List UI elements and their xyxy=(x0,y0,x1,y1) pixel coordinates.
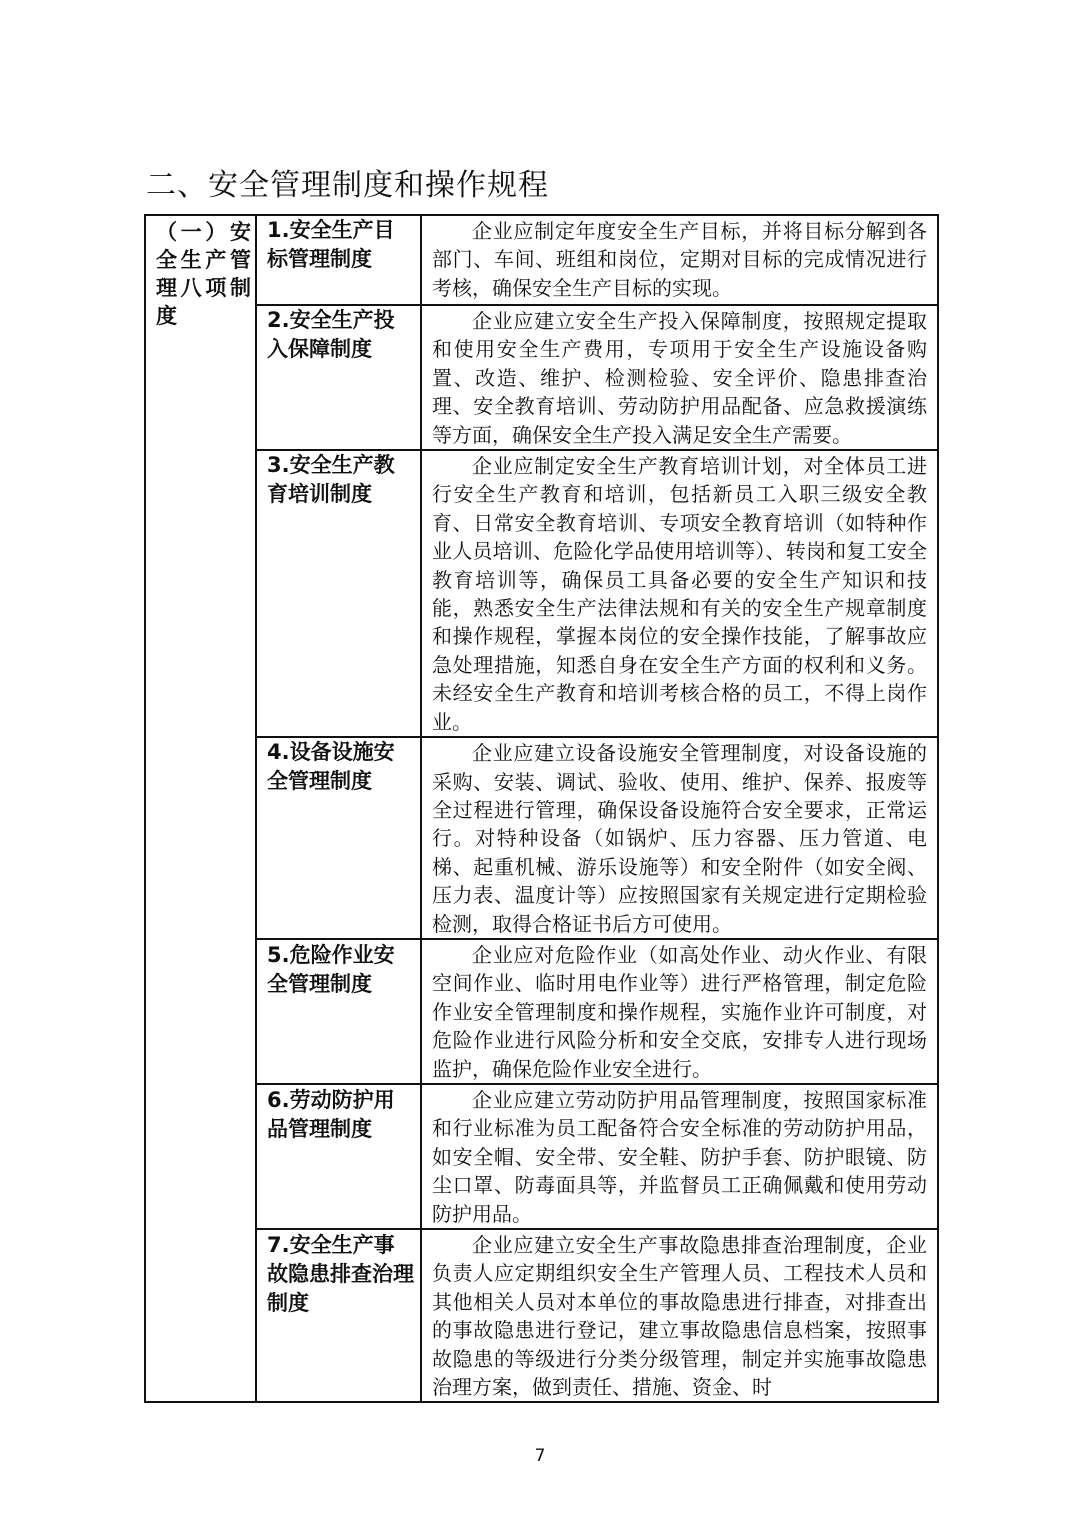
rule-text: 企业应对危险作业（如高处作业、动火作业、有限空间作业、临时用电作业等）进行严格管理，制定危险作业安全管理制度和操作规程，实施作业许可制度，对危险作业进行风险分析和安全交底，安排专人进行现场监护，确保危险作业安全进行。 xyxy=(432,942,927,1081)
rule-title: 4.设备设施安全管理制度 xyxy=(267,740,395,794)
rule-text: 企业应制定年度安全生产目标，并将目标分解到各部门、车间、班组和岗位，定期对目标的完成情况进行考核，确保安全生产目标的实现。 xyxy=(432,219,927,300)
rule-text-cell xyxy=(421,939,938,1084)
table-row xyxy=(145,305,938,450)
rule-text: 企业应建立劳动防护用品管理制度，按照国家标准和行业标准为员工配备符合安全标准的劳动防护用品，如安全帽、安全带、安全鞋、防护手套、防护眼镜、防尘口罩、防毒面具等，并监督员工正确佩戴和使用劳动防护用品。 xyxy=(432,1087,927,1226)
rule-text-cell xyxy=(421,1084,938,1229)
rule-title: 2.安全生产投入保障制度 xyxy=(267,308,395,361)
section-title: 二、安全管理制度和操作规程 xyxy=(146,168,549,203)
table-row xyxy=(145,450,938,737)
table-row xyxy=(145,215,938,305)
table-row xyxy=(145,939,938,1084)
rule-title-cell xyxy=(256,1084,421,1229)
rule-title-cell xyxy=(256,215,421,305)
rule-title: 7.安全生产事故隐患排查治理制度 xyxy=(267,1233,414,1315)
rule-title-cell xyxy=(256,939,421,1084)
category-label: （一）安全生产管理八项制度 xyxy=(156,220,251,328)
rules-table xyxy=(144,214,939,1403)
rule-title-cell xyxy=(256,1229,421,1402)
rule-text-cell xyxy=(421,737,938,939)
rule-title: 3.安全生产教育培训制度 xyxy=(267,453,395,507)
rule-title: 1.安全生产目标管理制度 xyxy=(267,218,395,271)
table-row xyxy=(145,1229,938,1402)
table-row xyxy=(145,737,938,939)
category-cell xyxy=(145,215,256,1402)
rule-title-cell xyxy=(256,305,421,450)
rule-text: 企业应建立设备设施安全管理制度，对设备设施的采购、安装、调试、验收、使用、维护、保养、报废等全过程进行管理，确保设备设施符合安全要求，正常运行。对特种设备（如锅炉、压力容器、压力管道、电梯、起重机械、游乐设施等）和安全附件（如安全阀、压力表、温度计等）应按照国家有关规定进行定期检验检测，取得合格证书后方可使用。 xyxy=(432,741,927,936)
rule-text-cell xyxy=(421,305,938,450)
rule-title: 6.劳动防护用品管理制度 xyxy=(267,1087,395,1141)
page-number: 7 xyxy=(534,1446,546,1466)
rule-text: 企业应建立安全生产事故隐患排查治理制度，企业负责人应定期组织安全生产管理人员、工程技术人员和其他相关人员对本单位的事故隐患进行排查，对排查出的事故隐患进行登记，建立事故隐患信息档案，按照事故隐患的等级进行分类分级管理，制定并实施事故隐患治理方案，做到责任、措施、资金、时 xyxy=(432,1233,927,1400)
rule-title-cell xyxy=(256,737,421,939)
rule-text-cell xyxy=(421,450,938,737)
rule-text: 企业应制定安全生产教育培训计划，对全体员工进行安全生产教育和培训，包括新员工入职三级安全教育、日常安全教育培训、专项安全教育培训（如特种作业人员培训、危险化学品使用培训等）、转岗和复工安全教育培训等，确保员工具备必要的安全生产知识和技能，熟悉安全生产法律法规和有关的安全生产规章制度和操作规程，掌握本岗位的安全操作技能，了解事故应急处理措施，知悉自身在安全生产方面的权利和义务。未经安全生产教育和培训考核合格的员工，不得上岗作业。 xyxy=(432,454,927,734)
rule-text-cell xyxy=(421,215,938,305)
rule-text-cell xyxy=(421,1229,938,1402)
table-row xyxy=(145,1084,938,1229)
rule-title: 5.危险作业安全管理制度 xyxy=(267,942,395,996)
rule-title-cell xyxy=(256,450,421,737)
rule-text: 企业应建立安全生产投入保障制度，按照规定提取和使用安全生产费用，专项用于安全生产设施设备购置、改造、维护、检测检验、安全评价、隐患排查治理、安全教育培训、劳动防护用品配备、应急救援演练等方面，确保安全生产投入满足安全生产需要。 xyxy=(432,309,927,447)
